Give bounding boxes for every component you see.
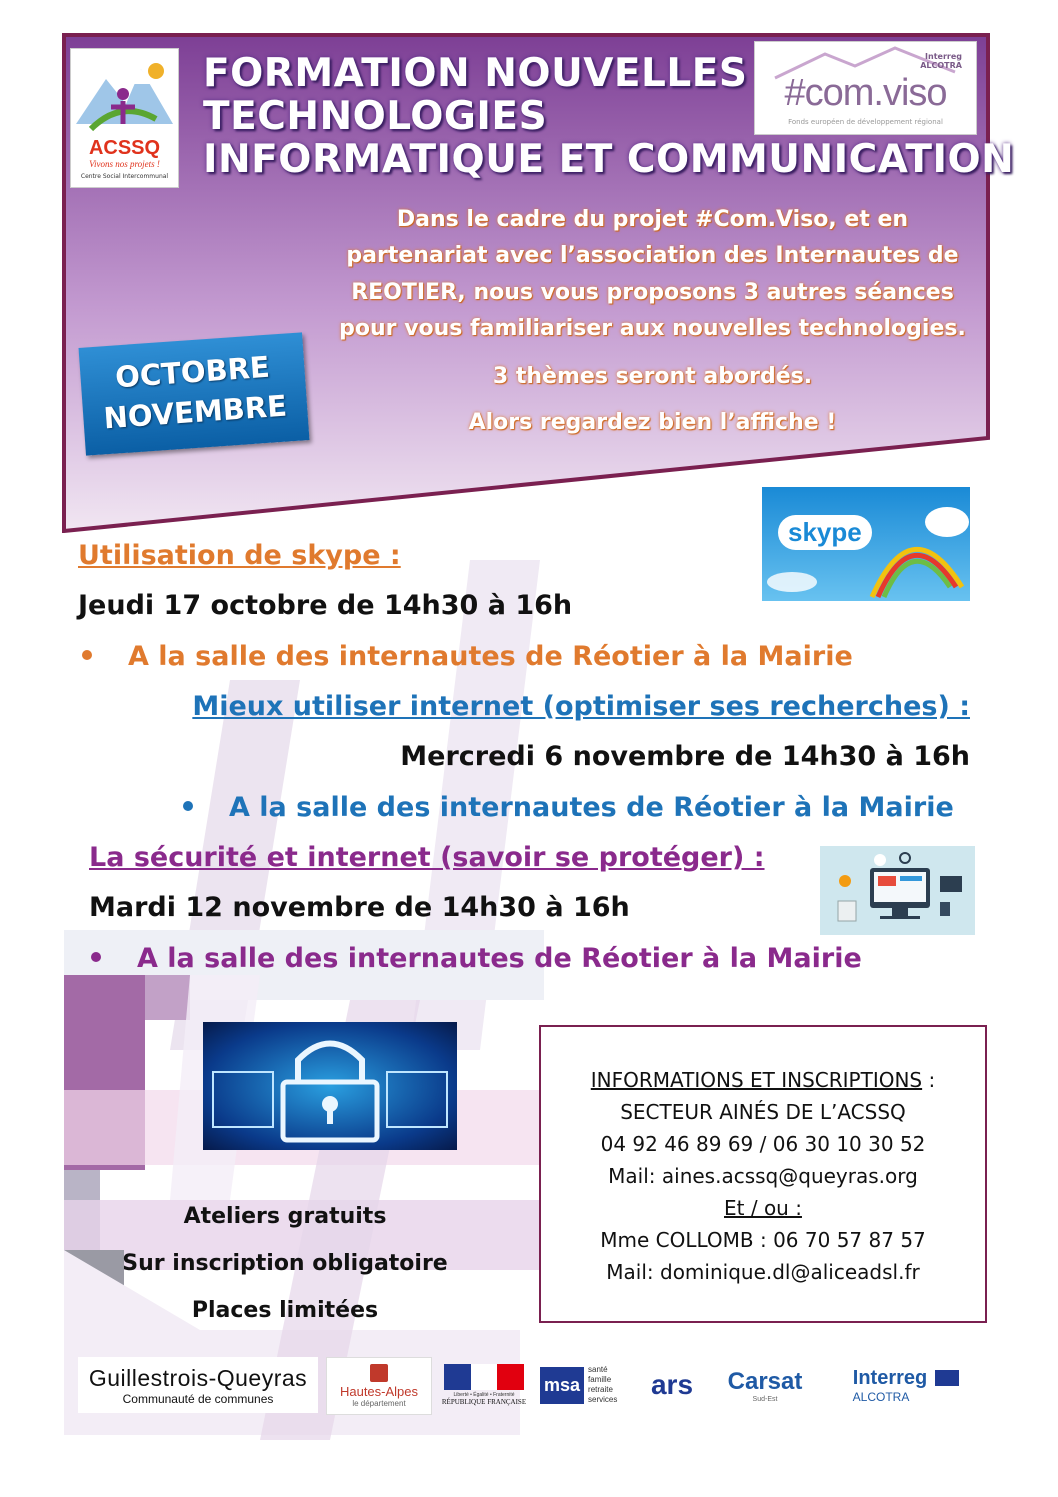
intro-line-1: Dans le cadre du projet #Com.Viso, et en bbox=[396, 207, 909, 232]
badge-month-2: NOVEMBRE bbox=[102, 388, 288, 436]
skype-label: skype bbox=[778, 515, 872, 550]
comviso-subtitle: Fonds européen de développement régional bbox=[788, 118, 943, 126]
padlock-icon bbox=[203, 1022, 457, 1150]
eu-flag-icon bbox=[935, 1370, 959, 1386]
acssq-name: ACSSQ bbox=[88, 137, 161, 159]
info-mail-1[interactable]: Mail: aines.acssq@queyras.org bbox=[608, 1164, 918, 1188]
info-contact: Mme COLLOMB : 06 70 57 87 57 bbox=[600, 1228, 926, 1252]
session-3-title: La sécurité et internet (savoir se protéger) : bbox=[89, 842, 765, 873]
info-et-ou: Et / ou : bbox=[724, 1196, 802, 1220]
acssq-slogan: Vivons nos projets ! bbox=[89, 159, 160, 169]
hautes-alpes-crest-icon bbox=[370, 1364, 388, 1382]
hautes-alpes-name: Hautes-Alpes bbox=[339, 1384, 419, 1399]
bullet-icon bbox=[82, 650, 92, 660]
intro-line-4: pour vous familiariser aux nouvelles technologies. bbox=[339, 316, 966, 341]
ateliers-line-3: Places limitées bbox=[191, 1298, 379, 1323]
session-1-place: A la salle des internautes de Réotier à la Mairie bbox=[128, 641, 853, 672]
themes-text: 3 thèmes seront abordés. bbox=[492, 364, 813, 389]
carsat-subtitle: Sud-Est bbox=[752, 1395, 778, 1403]
carsat-logo bbox=[710, 1357, 820, 1413]
info-heading: INFORMATIONS ET INSCRIPTIONS bbox=[590, 1068, 923, 1092]
title-line-3: INFORMATIQUE ET COMMUNICATION bbox=[203, 137, 1015, 182]
hautes-alpes-logo bbox=[326, 1357, 432, 1415]
interreg-logo bbox=[832, 1357, 980, 1413]
ars-logo bbox=[644, 1357, 700, 1413]
intro-line-3: REOTIER, nous vous proposons 3 autres séances bbox=[351, 280, 954, 305]
republique-name: RÉPUBLIQUE FRANÇAISE bbox=[441, 1398, 527, 1406]
french-flag-icon bbox=[444, 1364, 524, 1390]
ateliers-line-1: Ateliers gratuits bbox=[183, 1204, 387, 1229]
republique-logo bbox=[440, 1357, 528, 1413]
carsat-name: Carsat bbox=[727, 1367, 803, 1395]
intro-line-2: partenariat avec l’association des Internautes de bbox=[346, 243, 959, 268]
ars-name: ars bbox=[650, 1369, 694, 1400]
session-1-place-row bbox=[82, 641, 853, 672]
session-2-place-row bbox=[183, 792, 954, 823]
info-phones: 04 92 46 89 69 / 06 30 10 30 52 bbox=[600, 1132, 926, 1156]
acssq-logo bbox=[70, 48, 179, 188]
session-2-date: Mercredi 6 novembre de 14h30 à 16h bbox=[400, 741, 970, 772]
session-3-date: Mardi 12 novembre de 14h30 à 16h bbox=[89, 892, 630, 923]
info-secteur: SECTEUR AINÉS DE L’ACSSQ bbox=[620, 1100, 906, 1124]
look-text: Alors regardez bien l’affiche ! bbox=[468, 410, 837, 435]
republique-motto: Liberté • Égalité • Fraternité bbox=[453, 1392, 515, 1398]
guillestrois-name: Guillestrois-Queyras bbox=[88, 1364, 308, 1391]
info-heading-suffix: : bbox=[922, 1068, 936, 1092]
skype-illustration bbox=[762, 487, 970, 601]
session-1-date: Jeudi 17 octobre de 14h30 à 16h bbox=[78, 590, 573, 621]
comviso-name: #com.viso bbox=[784, 72, 947, 114]
info-mail-2[interactable]: Mail: dominique.dl@aliceadsl.fr bbox=[606, 1260, 920, 1284]
session-1-title: Utilisation de skype : bbox=[78, 540, 401, 571]
security-illustration bbox=[203, 1022, 457, 1150]
ateliers-line-2: Sur inscription obligatoire bbox=[122, 1251, 448, 1276]
msa-logo bbox=[540, 1357, 634, 1413]
computer-illustration bbox=[820, 846, 975, 935]
computer-screen-icon bbox=[820, 846, 975, 935]
title-line-2: TECHNOLOGIES bbox=[203, 94, 548, 139]
date-badge bbox=[79, 332, 310, 455]
acssq-subtitle: Centre Social Intercommunal bbox=[80, 173, 169, 180]
guillestrois-logo bbox=[78, 1357, 318, 1413]
badge-month-1: OCTOBRE bbox=[114, 349, 271, 395]
session-3-place: A la salle des internautes de Réotier à la Mairie bbox=[137, 943, 862, 974]
msa-name: msa bbox=[540, 1367, 584, 1404]
guillestrois-subtitle: Communauté de communes bbox=[122, 1391, 274, 1406]
info-box bbox=[539, 1025, 987, 1323]
comviso-tag: Interreg ALCOTRA bbox=[920, 52, 962, 70]
hautes-alpes-subtitle: le département bbox=[352, 1399, 406, 1408]
info-heading-row bbox=[541, 1068, 985, 1092]
bullet-icon bbox=[91, 952, 101, 962]
msa-subtitle: santé famille retraite services bbox=[588, 1365, 618, 1404]
bullet-icon bbox=[183, 801, 193, 811]
interreg-name: Interreg bbox=[852, 1366, 928, 1389]
alcotra-name: ALCOTRA bbox=[852, 1389, 910, 1404]
session-2-place: A la salle des internautes de Réotier à la Mairie bbox=[229, 792, 954, 823]
session-2-title: Mieux utiliser internet (optimiser ses recherches) : bbox=[192, 691, 970, 722]
comviso-logo bbox=[754, 41, 977, 135]
mountain-logo-icon bbox=[71, 49, 178, 139]
session-3-place-row bbox=[91, 943, 862, 974]
title-line-1: FORMATION NOUVELLES bbox=[203, 51, 748, 96]
